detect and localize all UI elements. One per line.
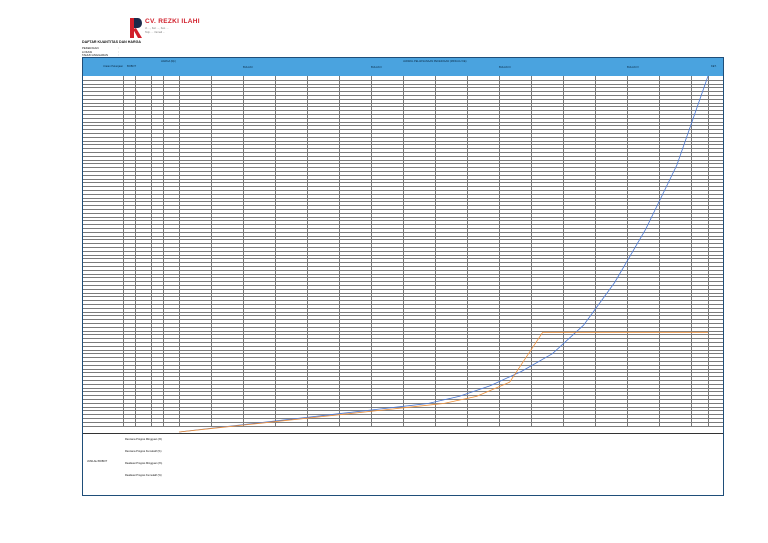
meta-label: TAHUN ANGGARAN <box>82 53 109 57</box>
col-harga: HARGA (Rp) <box>161 60 176 63</box>
table-body <box>83 76 723 432</box>
table-summary <box>83 433 723 496</box>
meta-value: : <box>118 46 119 50</box>
col-month-2: BULAN II <box>371 66 382 69</box>
column-divider <box>371 76 372 426</box>
column-divider <box>243 76 244 426</box>
column-divider <box>135 76 136 426</box>
summary-line: Rencana Progres Mingguan (%) <box>125 438 163 441</box>
table-header <box>83 58 723 76</box>
column-divider <box>123 76 124 426</box>
column-divider <box>627 76 628 426</box>
column-divider <box>307 76 308 426</box>
meta-value: : <box>118 53 119 57</box>
column-divider <box>691 76 692 426</box>
col-ket: KET. <box>711 65 717 68</box>
summary-label: JUMLAH BOBOT <box>87 460 108 463</box>
column-divider <box>211 76 212 426</box>
summary-line: Rencana Progres Kumulatif (%) <box>125 450 162 453</box>
column-divider <box>499 76 500 426</box>
col-month-1: BULAN I <box>243 66 254 69</box>
schedule-sheet <box>82 57 724 496</box>
column-divider <box>531 76 532 426</box>
meta-value: : <box>118 49 119 54</box>
logo-r-icon <box>130 18 142 38</box>
column-divider <box>595 76 596 426</box>
column-divider <box>708 76 709 426</box>
company-name: CV. REZKI ILAHI <box>145 18 200 25</box>
column-divider <box>467 76 468 426</box>
company-contact: Telp. ... / Email ... <box>145 30 165 34</box>
company-logo <box>130 18 200 40</box>
col-uraian: Uraian Pekerjaan <box>103 65 124 68</box>
summary-line: Realisasi Progres Kumulatif (%) <box>125 474 162 477</box>
column-divider <box>435 76 436 426</box>
summary-line: Realisasi Progres Mingguan (%) <box>125 462 163 465</box>
document-title: DAFTAR KUANTITAS DAN HARGA <box>82 40 141 44</box>
meta-label: PEKERJAAN <box>82 46 99 50</box>
column-divider <box>339 76 340 426</box>
col-month-3: BULAN III <box>499 66 511 69</box>
col-bobot: BOBOT <box>127 65 137 68</box>
column-divider <box>163 76 164 426</box>
column-divider <box>563 76 564 426</box>
col-schedule: JADWAL PELAKSANAAN PEKERJAAN (MINGGU KE) <box>403 60 467 63</box>
col-month-4: BULAN IV <box>627 66 639 69</box>
column-divider <box>403 76 404 426</box>
column-divider <box>179 76 180 426</box>
column-divider <box>151 76 152 426</box>
company-address: Jl. ..., Kel. ..., Kec. ... <box>145 27 169 30</box>
column-divider <box>275 76 276 426</box>
column-divider <box>659 76 660 426</box>
meta-label: LOKASI <box>82 49 93 54</box>
